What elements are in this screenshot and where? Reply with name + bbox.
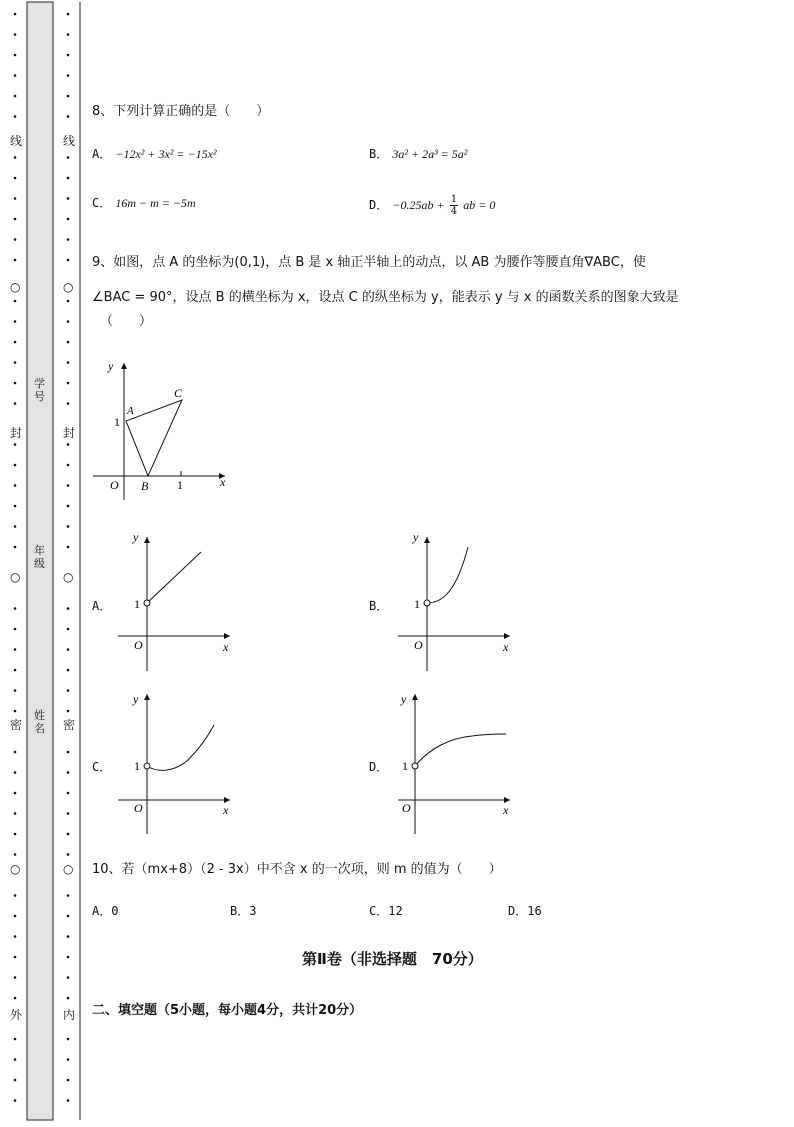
binding-dot bbox=[14, 464, 17, 467]
label-y: y bbox=[413, 530, 419, 544]
q9-option-b-letter: B． bbox=[369, 599, 389, 613]
binding-dot bbox=[67, 546, 70, 549]
binding-dot bbox=[14, 74, 17, 77]
q8-option-d bbox=[369, 194, 495, 217]
binding-dot bbox=[67, 484, 70, 487]
binding-dot bbox=[67, 197, 70, 200]
fig-label-y: y bbox=[108, 359, 114, 373]
label-y: y bbox=[401, 692, 407, 706]
binding-dot bbox=[67, 443, 70, 446]
q8-option-c-expr: 16m − m = −5m bbox=[115, 196, 196, 210]
binding-dot bbox=[14, 1079, 17, 1082]
q8-option-b-letter: B． bbox=[369, 147, 389, 161]
binding-dot bbox=[67, 320, 70, 323]
binding-dot bbox=[67, 792, 70, 795]
binding-dot bbox=[67, 853, 70, 856]
binding-dot bbox=[14, 525, 17, 528]
curve bbox=[415, 734, 506, 766]
binding-dot bbox=[14, 156, 17, 159]
q9-option-c-letter: C． bbox=[92, 760, 112, 774]
q8-option-b bbox=[369, 145, 467, 162]
binding-dot bbox=[14, 33, 17, 36]
binding-dot bbox=[67, 74, 70, 77]
part-2-title: 第Ⅱ卷（非选择题 70分） bbox=[302, 950, 483, 968]
fig-label-a: A bbox=[127, 405, 134, 417]
binding-dot bbox=[67, 935, 70, 938]
binding-dot bbox=[14, 238, 17, 241]
binding-dot bbox=[67, 1058, 70, 1061]
binding-dot bbox=[67, 505, 70, 508]
binding-dot bbox=[14, 833, 17, 836]
binding-dot bbox=[14, 997, 17, 1000]
q8-option-a bbox=[92, 145, 217, 162]
fig-label-one-y: 1 bbox=[114, 415, 120, 429]
binding-dot bbox=[67, 361, 70, 364]
inner-mark-feng: 封 bbox=[63, 426, 76, 440]
triangle-abc bbox=[126, 400, 182, 476]
binding-dot bbox=[67, 628, 70, 631]
binding-dot bbox=[14, 177, 17, 180]
binding-dot bbox=[67, 382, 70, 385]
binding-dot bbox=[67, 402, 70, 405]
binding-dot bbox=[67, 976, 70, 979]
curve bbox=[427, 547, 468, 603]
q8-option-a-letter: A． bbox=[92, 147, 112, 161]
label-o: O bbox=[134, 638, 143, 652]
binding-dot bbox=[67, 771, 70, 774]
binding-dot bbox=[67, 525, 70, 528]
binding-dot bbox=[14, 935, 17, 938]
outer-mark-xian: 线 bbox=[10, 134, 23, 148]
binding-dot bbox=[14, 628, 17, 631]
q9-option-b-graph bbox=[390, 525, 520, 673]
section-2-title: 二、填空题（5小题，每小题4分，共计20分） bbox=[92, 1003, 363, 1018]
label-x: x bbox=[503, 803, 509, 817]
q8-option-d-expr-pre: −0.25ab + bbox=[392, 198, 445, 212]
open-point bbox=[144, 600, 150, 606]
binding-dot bbox=[67, 218, 70, 221]
binding-dot bbox=[14, 218, 17, 221]
label-o: O bbox=[402, 801, 411, 815]
q8-option-b-expr: 3a² + 2a³ = 5a² bbox=[392, 147, 468, 161]
binding-dot bbox=[67, 751, 70, 754]
binding-dot bbox=[14, 792, 17, 795]
binding-dot bbox=[14, 13, 17, 16]
binding-dot bbox=[14, 382, 17, 385]
binding-dot bbox=[14, 361, 17, 364]
outer-mark-mi: 密 bbox=[10, 718, 23, 732]
binding-dot bbox=[67, 607, 70, 610]
q8-option-c bbox=[92, 194, 196, 211]
binding-dot bbox=[14, 54, 17, 57]
binding-dot bbox=[67, 1038, 70, 1041]
binding-dot bbox=[67, 1079, 70, 1082]
q10-option-c: C．12 bbox=[369, 904, 403, 918]
binding-dot bbox=[14, 853, 17, 856]
binding-dot bbox=[14, 402, 17, 405]
label-x: x bbox=[223, 640, 229, 654]
binding-dot bbox=[67, 54, 70, 57]
binding-dot bbox=[67, 33, 70, 36]
curve bbox=[147, 725, 214, 770]
label-o: O bbox=[414, 638, 423, 652]
fig-label-o: O bbox=[110, 478, 119, 492]
binding-dot bbox=[67, 259, 70, 262]
binding-dot bbox=[67, 812, 70, 815]
binding-dot bbox=[14, 710, 17, 713]
binding-dot bbox=[14, 1058, 17, 1061]
circle-mark: ○ bbox=[63, 280, 74, 294]
binding-dot bbox=[67, 13, 70, 16]
q8-option-a-expr: −12x² + 3x² = −15x² bbox=[115, 147, 217, 161]
label-o: O bbox=[134, 801, 143, 815]
q9-option-a-letter: A． bbox=[92, 599, 112, 613]
binding-dot bbox=[67, 156, 70, 159]
binding-dot bbox=[14, 1038, 17, 1041]
q8-stem: 8、下列计算正确的是（ ） bbox=[92, 104, 270, 119]
binding-dot bbox=[67, 238, 70, 241]
binding-dot bbox=[14, 320, 17, 323]
binding-dot bbox=[67, 95, 70, 98]
q10-stem: 10、若（mx+8）（2 - 3x）中不含 x 的一次项，则 m 的值为（ ） bbox=[92, 862, 502, 877]
info-label-name: 姓名 bbox=[34, 709, 45, 735]
info-label-student-id: 学号 bbox=[34, 377, 45, 403]
label-one: 1 bbox=[402, 759, 408, 773]
q8-option-c-letter: C． bbox=[92, 196, 112, 210]
outer-mark-feng: 封 bbox=[10, 426, 23, 440]
binding-dot bbox=[14, 915, 17, 918]
q9-stem-line2: ∠BAC = 90°，设点 B 的横坐标为 x，设点 C 的纵坐标为 y，能表示 y 与 x 的函数关系的图象大致是 bbox=[92, 290, 679, 305]
open-point bbox=[144, 763, 150, 769]
q9-stem-line3: （ ） bbox=[100, 314, 153, 329]
q8-option-d-letter: D． bbox=[369, 198, 389, 212]
q9-stem-line1: 9、如图，点 A 的坐标为(0,1)，点 B 是 x 轴正半轴上的动点，以 AB 为腰作等腰直角∇ABC，使 bbox=[92, 255, 646, 270]
q9-figure bbox=[90, 355, 240, 505]
binding-dot bbox=[67, 710, 70, 713]
binding-dot bbox=[14, 341, 17, 344]
binding-dot bbox=[14, 95, 17, 98]
label-x: x bbox=[503, 640, 509, 654]
label-x: x bbox=[223, 803, 229, 817]
binding-dot bbox=[14, 648, 17, 651]
q8-option-d-fraction bbox=[450, 194, 458, 217]
fig-label-x: x bbox=[220, 475, 226, 489]
binding-dot bbox=[14, 771, 17, 774]
binding-dot bbox=[67, 1099, 70, 1102]
binding-dot bbox=[14, 751, 17, 754]
q9-option-d-graph bbox=[390, 688, 520, 836]
curve bbox=[147, 552, 201, 603]
inner-mark-mi: 密 bbox=[63, 718, 76, 732]
inner-mark-nei: 内 bbox=[63, 1008, 76, 1022]
q10-option-d: D．16 bbox=[508, 904, 542, 918]
binding-dot bbox=[14, 812, 17, 815]
binding-dot bbox=[14, 443, 17, 446]
binding-dot bbox=[67, 833, 70, 836]
binding-dot bbox=[14, 689, 17, 692]
binding-dot bbox=[67, 894, 70, 897]
binding-dot bbox=[67, 915, 70, 918]
binding-dot bbox=[14, 546, 17, 549]
binding-dot bbox=[14, 607, 17, 610]
circle-mark: ○ bbox=[10, 570, 21, 584]
open-point bbox=[424, 600, 430, 606]
binding-dot bbox=[67, 669, 70, 672]
binding-dot bbox=[67, 997, 70, 1000]
binding-dot bbox=[67, 177, 70, 180]
outer-mark-wai: 外 bbox=[10, 1008, 23, 1022]
circle-mark: ○ bbox=[63, 862, 74, 876]
q9-option-d-letter: D． bbox=[369, 760, 389, 774]
binding-dot bbox=[14, 259, 17, 262]
fraction-denominator: 4 bbox=[450, 206, 458, 217]
binding-dot bbox=[67, 648, 70, 651]
info-label-grade: 年级 bbox=[34, 544, 45, 570]
binding-dot bbox=[67, 464, 70, 467]
q10-option-a: A．0 bbox=[92, 904, 119, 918]
binding-dot bbox=[67, 341, 70, 344]
circle-mark: ○ bbox=[63, 570, 74, 584]
q10-option-b: B．3 bbox=[230, 904, 257, 918]
label-one: 1 bbox=[134, 759, 140, 773]
label-one: 1 bbox=[134, 597, 140, 611]
binding-dot bbox=[67, 956, 70, 959]
binding-dot bbox=[67, 115, 70, 118]
q9-option-c-graph bbox=[110, 688, 240, 836]
circle-mark: ○ bbox=[10, 280, 21, 294]
q8-option-d-expr-post: ab = 0 bbox=[463, 198, 496, 212]
binding-dot bbox=[14, 197, 17, 200]
binding-dot bbox=[14, 505, 17, 508]
circle-mark: ○ bbox=[10, 862, 21, 876]
binding-dot bbox=[14, 669, 17, 672]
label-y: y bbox=[133, 530, 139, 544]
binding-dot bbox=[14, 976, 17, 979]
label-one: 1 bbox=[414, 597, 420, 611]
binding-dot bbox=[14, 1099, 17, 1102]
fig-label-c: C bbox=[174, 386, 183, 400]
inner-mark-xian: 线 bbox=[63, 134, 76, 148]
binding-dot bbox=[67, 689, 70, 692]
open-point bbox=[412, 763, 418, 769]
binding-margin bbox=[0, 0, 90, 1123]
fig-label-b: B bbox=[141, 479, 149, 493]
binding-dot bbox=[14, 894, 17, 897]
q9-option-a-graph bbox=[110, 525, 240, 673]
binding-dot bbox=[14, 115, 17, 118]
binding-dot bbox=[14, 956, 17, 959]
fraction-numerator: 1 bbox=[450, 194, 458, 205]
binding-dot bbox=[14, 484, 17, 487]
fig-label-one-x: 1 bbox=[177, 478, 183, 492]
binding-dot bbox=[67, 300, 70, 303]
label-y: y bbox=[133, 692, 139, 706]
binding-dot bbox=[14, 300, 17, 303]
